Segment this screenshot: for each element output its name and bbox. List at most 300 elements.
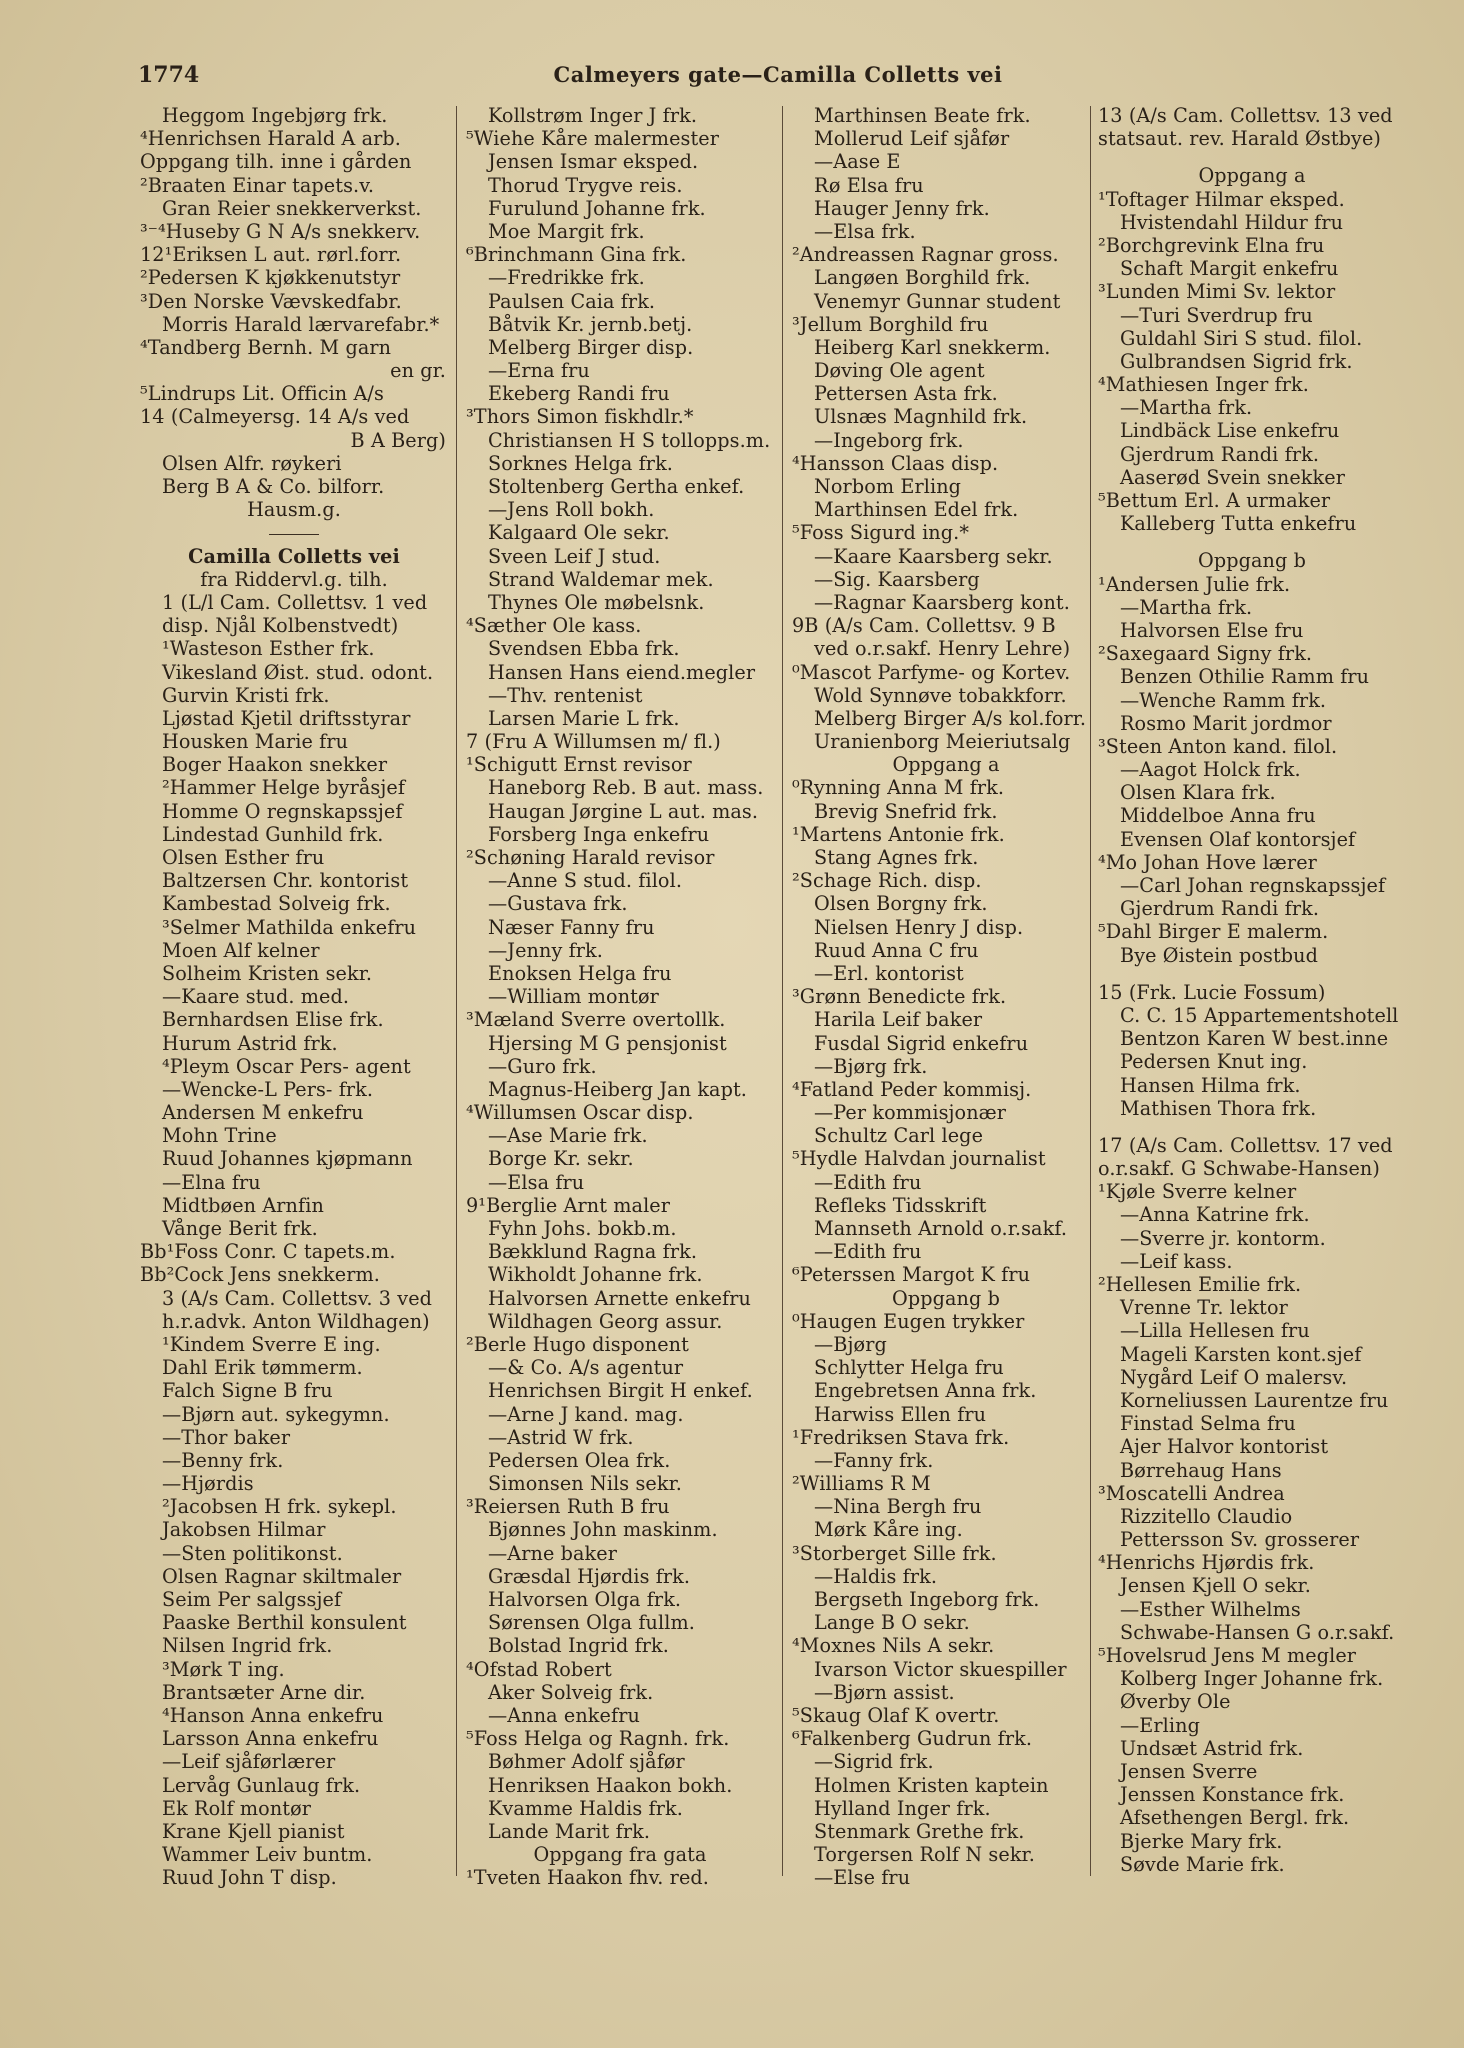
directory-entry: 9B (A/s Cam. Collettsv. 9 B bbox=[792, 614, 1056, 638]
directory-entry: Søvde Marie frk. bbox=[1120, 1852, 1285, 1876]
directory-entry: Heiberg Karl snekkerm. bbox=[814, 335, 1051, 359]
directory-entry: Homme O regnskapssjef bbox=[162, 799, 403, 823]
directory-entry: ²Berle Hugo disponent bbox=[466, 1332, 689, 1356]
directory-entry: —Erling bbox=[1120, 1713, 1200, 1737]
directory-entry: Schaft Margit enkefru bbox=[1120, 257, 1339, 281]
directory-entry: —Kaare stud. med. bbox=[162, 985, 350, 1009]
directory-entry: Wikholdt Johanne frk. bbox=[488, 1263, 703, 1287]
directory-entry: ⁵Skaug Olaf K overtr. bbox=[792, 1703, 1000, 1727]
directory-entry: —Per kommisjonær bbox=[814, 1101, 1007, 1125]
directory-entry: Ajer Halvor kontorist bbox=[1120, 1435, 1329, 1459]
directory-entry: —Ragnar Kaarsberg kont. bbox=[814, 590, 1070, 614]
directory-entry: Græsdal Hjørdis frk. bbox=[488, 1564, 691, 1588]
directory-entry: Øverby Ole bbox=[1120, 1690, 1231, 1714]
directory-entry: ⁵Foss Sigurd ing.* bbox=[792, 521, 970, 545]
directory-entry: Melberg Birger A/s kol.forr. bbox=[814, 706, 1087, 730]
directory-entry: Bolstad Ingrid frk. bbox=[488, 1634, 669, 1658]
directory-entry: ¹Tveten Haakon fhv. red. bbox=[466, 1866, 709, 1890]
directory-entry: ⁵Hydle Halvdan journalist bbox=[792, 1147, 1046, 1171]
directory-entry: ⁵Bettum Erl. A urmaker bbox=[1098, 489, 1331, 512]
directory-entry: Bergseth Ingeborg frk. bbox=[814, 1588, 1040, 1611]
directory-entry: —Sten politikonst. bbox=[162, 1541, 343, 1565]
directory-entry: Forsberg Inga enkefru bbox=[488, 822, 710, 846]
directory-entry: Moen Alf kelner bbox=[162, 938, 320, 962]
directory-entry: —Nina Bergh fru bbox=[814, 1495, 982, 1519]
directory-entry: Kvamme Haldis frk. bbox=[488, 1796, 683, 1820]
directory-entry: Pettersson Sv. grosserer bbox=[1120, 1528, 1360, 1552]
directory-entry: —Ase Marie frk. bbox=[488, 1124, 648, 1148]
directory-entry: —Carl Johan regnskapssjef bbox=[1120, 874, 1386, 897]
directory-entry: —Martha frk. bbox=[1120, 396, 1253, 420]
directory-entry: 1 (L/l Cam. Collettsv. 1 ved bbox=[162, 590, 428, 614]
column-4 bbox=[1096, 104, 1408, 1894]
directory-entry: —Arne baker bbox=[488, 1541, 618, 1565]
directory-entry: ³Steen Anton kand. filol. bbox=[1098, 734, 1338, 758]
directory-entry: ⁴Henrichs Hjørdis frk. bbox=[1098, 1551, 1315, 1575]
directory-entry: Vånge Berit frk. bbox=[162, 1217, 318, 1240]
directory-entry: —Fredrikke frk. bbox=[488, 266, 645, 290]
directory-entry: Pedersen Knut ing. bbox=[1120, 1050, 1308, 1074]
directory-entry: —Elna fru bbox=[162, 1170, 261, 1194]
directory-entry: ³Moscatelli Andrea bbox=[1098, 1481, 1285, 1505]
directory-entry: ²Andreassen Ragnar gross. bbox=[792, 243, 1059, 267]
directory-entry: ⁰Mascot Parfyme- og Kortev. bbox=[792, 660, 1071, 684]
directory-entry: Wold Synnøve tobakkforr. bbox=[814, 683, 1067, 707]
directory-entry: Børrehaug Hans bbox=[1120, 1458, 1282, 1482]
directory-entry: —Gustava frk. bbox=[488, 892, 628, 916]
directory-entry: Stenmark Grethe frk. bbox=[814, 1819, 1025, 1843]
directory-entry: Andersen M enkefru bbox=[162, 1101, 364, 1125]
directory-entry: Wammer Leiv buntm. bbox=[162, 1843, 373, 1867]
directory-entry: Halvorsen Else fru bbox=[1120, 618, 1304, 642]
directory-entry: ³Jellum Borghild fru bbox=[792, 312, 989, 336]
section-label: Oppgang b bbox=[892, 1286, 1000, 1310]
directory-entry: Marthinsen Edel frk. bbox=[814, 498, 1019, 522]
directory-entry: Oppgang tilh. inne i gården bbox=[140, 150, 412, 174]
directory-entry: Hurum Astrid frk. bbox=[162, 1031, 338, 1055]
directory-entry: o.r.sakf. G Schwabe-Hansen) bbox=[1098, 1157, 1380, 1181]
directory-entry: —Leif sjåførlærer bbox=[162, 1750, 336, 1774]
directory-entry: Aaserød Svein snekker bbox=[1120, 465, 1345, 489]
directory-entry: ⁵Foss Helga og Ragnh. frk. bbox=[466, 1727, 730, 1751]
directory-entry: Vikesland Øist. stud. odont. bbox=[162, 660, 434, 684]
directory-entry: —Anna Katrine frk. bbox=[1120, 1203, 1310, 1227]
directory-entry: Aker Solveig frk. bbox=[488, 1680, 654, 1704]
directory-entry: —Sverre jr. kontorm. bbox=[1120, 1226, 1326, 1250]
directory-entry: Pedersen Olea frk. bbox=[488, 1448, 671, 1472]
directory-entry: —Guro frk. bbox=[488, 1054, 597, 1078]
directory-entry: Schwabe-Hansen G o.r.sakf. bbox=[1120, 1620, 1395, 1644]
directory-entry: Thynes Ole møbelsnk. bbox=[488, 590, 705, 614]
directory-entry: ⁴Ofstad Robert bbox=[466, 1657, 612, 1681]
directory-entry: Lange B O sekr. bbox=[814, 1611, 970, 1635]
directory-entry: Nilsen Ingrid frk. bbox=[162, 1634, 333, 1658]
directory-entry: Harwiss Ellen fru bbox=[814, 1402, 987, 1426]
directory-entry: —Thv. rentenist bbox=[488, 683, 643, 707]
column-divider bbox=[1090, 106, 1091, 1876]
spacer bbox=[1096, 967, 1408, 981]
directory-entry: ⁴Sæther Ole kass. bbox=[466, 614, 642, 638]
directory-entry: ³Mørk T ing. bbox=[162, 1657, 285, 1681]
directory-entry: ⁴Moxnes Nils A sekr. bbox=[792, 1634, 995, 1658]
directory-entry: Bækklund Ragna frk. bbox=[488, 1240, 698, 1264]
directory-entry: Undsæt Astrid frk. bbox=[1120, 1736, 1304, 1760]
directory-entry: —Fanny frk. bbox=[814, 1448, 934, 1472]
directory-entry: ⁵Hovelsrud Jens M megler bbox=[1098, 1644, 1357, 1667]
directory-entry: Ivarson Victor skuespiller bbox=[814, 1657, 1067, 1681]
directory-entry: Schlytter Helga fru bbox=[814, 1356, 1004, 1380]
directory-entry: Lande Marit frk. bbox=[488, 1819, 651, 1843]
directory-entry: Kolberg Inger Johanne frk. bbox=[1120, 1667, 1384, 1691]
directory-entry: disp. Njål Kolbenstvedt) bbox=[162, 614, 399, 638]
directory-entry: Schultz Carl lege bbox=[814, 1124, 984, 1148]
directory-entry: h.r.advk. Anton Wildhagen) bbox=[162, 1309, 430, 1333]
directory-entry: 14 (Calmeyersg. 14 A/s ved bbox=[140, 405, 410, 429]
directory-entry: Hvistendahl Hildur fru bbox=[1120, 210, 1344, 234]
directory-entry: Olsen Esther fru bbox=[162, 846, 325, 869]
directory-entry: 17 (A/s Cam. Collettsv. 17 ved bbox=[1098, 1133, 1393, 1157]
directory-entry: Boger Haakon snekker bbox=[162, 753, 388, 777]
directory-entry: Båtvik Kr. jernb.betj. bbox=[488, 312, 693, 336]
directory-entry: Mollerud Leif sjåfør bbox=[814, 127, 1010, 151]
directory-entry: 7 (Fru A Willumsen m/ fl.) bbox=[466, 730, 721, 754]
directory-entry: Stoltenberg Gertha enkef. bbox=[488, 475, 745, 498]
directory-entry: ¹Andersen Julie frk. bbox=[1098, 572, 1291, 596]
directory-entry: ⁴Willumsen Oscar disp. bbox=[466, 1101, 694, 1125]
directory-entry: Mathisen Thora frk. bbox=[1120, 1096, 1317, 1120]
directory-entry: Melberg Birger disp. bbox=[488, 335, 694, 359]
section-label: Oppgang a bbox=[1198, 164, 1306, 188]
directory-entry: Mannseth Arnold o.r.sakf. bbox=[814, 1217, 1068, 1240]
directory-entry: —Aase E bbox=[814, 150, 901, 174]
directory-entry: Housken Marie fru bbox=[162, 730, 349, 754]
directory-entry: Bentzon Karen W best.inne bbox=[1120, 1027, 1389, 1051]
directory-entry: ¹Fredriksen Stava frk. bbox=[792, 1425, 1010, 1449]
directory-entry: Gjerdrum Randi frk. bbox=[1120, 897, 1320, 921]
directory-entry: Hjersing M G pensjonist bbox=[488, 1031, 727, 1055]
directory-entry: Kalgaard Ole sekr. bbox=[488, 521, 670, 545]
directory-entry: Heggom Ingebjørg frk. bbox=[162, 104, 388, 127]
directory-entry: Bb¹Foss Conr. C tapets.m. bbox=[140, 1240, 396, 1264]
directory-entry: Haugan Jørgine L aut. mas. bbox=[488, 799, 759, 823]
directory-entry: Døving Ole agent bbox=[814, 359, 985, 383]
column-2 bbox=[464, 104, 776, 1894]
directory-entry: —Benny frk. bbox=[162, 1448, 284, 1472]
directory-entry: —Erl. kontorist bbox=[814, 961, 964, 985]
directory-entry: Sørensen Olga fullm. bbox=[488, 1611, 695, 1635]
directory-columns bbox=[138, 104, 1418, 1904]
directory-entry: Jakobsen Hilmar bbox=[162, 1518, 326, 1542]
directory-entry: Larsen Marie L frk. bbox=[488, 706, 680, 730]
directory-entry: —Sigrid frk. bbox=[814, 1750, 934, 1774]
directory-entry: Guldahl Siri S stud. filol. bbox=[1120, 326, 1363, 350]
directory-entry: Middelboe Anna fru bbox=[1120, 804, 1316, 828]
directory-entry: Nielsen Henry J disp. bbox=[814, 915, 1024, 939]
column-3 bbox=[790, 104, 1102, 1894]
directory-entry: —Edith fru bbox=[814, 1240, 922, 1264]
directory-entry: —Elsa fru bbox=[488, 1170, 585, 1194]
directory-entry: Solheim Kristen sekr. bbox=[162, 961, 373, 985]
directory-entry: —Jenny frk. bbox=[488, 938, 603, 962]
directory-entry: Olsen Klara frk. bbox=[1120, 781, 1276, 805]
directory-entry: Berg B A & Co. bilforr. bbox=[162, 475, 385, 498]
directory-entry: Furulund Johanne frk. bbox=[488, 196, 706, 220]
directory-entry: Ulsnæs Magnhild frk. bbox=[814, 405, 1028, 429]
directory-entry: Moe Margit frk. bbox=[488, 219, 645, 243]
directory-entry: ⁴Hanson Anna enkefru bbox=[162, 1703, 384, 1727]
directory-entry: —Aagot Holck frk. bbox=[1120, 758, 1301, 782]
directory-entry: —Esther Wilhelms bbox=[1120, 1597, 1301, 1621]
directory-entry: —Astrid W frk. bbox=[488, 1425, 634, 1449]
directory-entry: Seim Per salgssjef bbox=[162, 1588, 342, 1611]
directory-entry: Ruud Johannes kjøpmann bbox=[162, 1147, 413, 1171]
directory-entry: —Bjørn aut. sykegymn. bbox=[162, 1402, 390, 1426]
directory-entry: ²Borchgrevink Elna fru bbox=[1098, 233, 1325, 257]
directory-entry: ⁵Lindrups Lit. Officin A/s bbox=[140, 382, 384, 406]
directory-entry: Norbom Erling bbox=[814, 475, 962, 498]
directory-entry: Ljøstad Kjetil driftsstyrar bbox=[162, 706, 411, 730]
spacer bbox=[1096, 150, 1408, 164]
directory-entry: Brevig Snefrid frk. bbox=[814, 799, 998, 823]
directory-entry: ⁰Haugen Eugen trykker bbox=[792, 1309, 1025, 1333]
directory-entry: ⁵Wiehe Kåre malermester bbox=[466, 127, 720, 151]
directory-entry: Ek Rolf montør bbox=[162, 1796, 312, 1820]
directory-entry: Vrenne Tr. lektor bbox=[1120, 1296, 1288, 1320]
directory-entry: —& Co. A/s agentur bbox=[488, 1356, 684, 1380]
directory-entry: Engebretsen Anna frk. bbox=[814, 1379, 1037, 1403]
directory-entry: Venemyr Gunnar student bbox=[814, 289, 1061, 313]
directory-entry: Ruud John T disp. bbox=[162, 1866, 337, 1890]
directory-entry: Holmen Kristen kaptein bbox=[814, 1773, 1049, 1797]
directory-entry: —Turi Sverdrup fru bbox=[1120, 303, 1313, 327]
directory-entry: —Arne J kand. mag. bbox=[488, 1402, 684, 1426]
directory-entry: ²Braaten Einar tapets.v. bbox=[140, 173, 375, 197]
directory-entry: Mohn Trine bbox=[162, 1124, 277, 1148]
directory-entry: Kambestad Solveig frk. bbox=[162, 892, 391, 916]
spacer bbox=[1096, 535, 1408, 549]
directory-entry: ⁴Henrichsen Harald A arb. bbox=[140, 127, 401, 151]
directory-entry: —Jens Roll bokh. bbox=[488, 498, 655, 522]
directory-entry: Fyhn Johs. bokb.m. bbox=[488, 1217, 677, 1240]
directory-entry: Sorknes Helga frk. bbox=[488, 451, 673, 475]
section-label: fra Riddervl.g. tilh. bbox=[200, 567, 388, 591]
directory-entry: Torgersen Rolf N sekr. bbox=[814, 1843, 1035, 1867]
directory-entry: ⁶Peterssen Margot K fru bbox=[792, 1263, 1031, 1287]
directory-entry: Rizzitello Claudio bbox=[1120, 1504, 1293, 1528]
directory-entry: Borge Kr. sekr. bbox=[488, 1147, 634, 1171]
directory-entry: —Bjørn assist. bbox=[814, 1680, 955, 1704]
directory-entry: ¹Schigutt Ernst revisor bbox=[466, 753, 692, 777]
directory-entry: Bjerke Mary frk. bbox=[1120, 1829, 1283, 1853]
directory-entry: ¹Toftager Hilmar eksped. bbox=[1098, 187, 1345, 211]
running-title: Calmeyers gate—Camilla Colletts vei bbox=[553, 62, 1003, 87]
directory-entry: Falch Signe B fru bbox=[162, 1379, 333, 1403]
directory-entry: —Leif kass. bbox=[1120, 1249, 1233, 1273]
directory-entry: ²Williams R M bbox=[792, 1472, 931, 1496]
directory-entry: Uranienborg Meieriutsalg bbox=[814, 730, 1071, 754]
directory-entry: Ruud Anna C fru bbox=[814, 938, 979, 962]
directory-entry: Mageli Karsten kont.sjef bbox=[1120, 1342, 1362, 1366]
directory-entry: ved o.r.sakf. Henry Lehre) bbox=[814, 637, 1071, 661]
directory-entry: ³Thors Simon fiskhdlr.* bbox=[466, 405, 694, 429]
section-rule bbox=[138, 521, 450, 544]
directory-entry: Lindbäck Lise enkefru bbox=[1120, 419, 1340, 443]
directory-entry: Kollstrøm Inger J frk. bbox=[488, 104, 698, 127]
directory-entry: Hansen Hans eiend.megler bbox=[488, 660, 756, 684]
directory-entry: ¹Kjøle Sverre kelner bbox=[1098, 1180, 1297, 1204]
directory-entry: ³Selmer Mathilda enkefru bbox=[162, 915, 417, 939]
directory-entry: ⁴Pleym Oscar Pers- agent bbox=[162, 1054, 411, 1078]
directory-entry: Jensen Ismar eksped. bbox=[488, 150, 699, 174]
directory-entry: ²Pedersen K kjøkkenutstyr bbox=[140, 266, 401, 290]
directory-entry: ²Saxegaard Signy frk. bbox=[1098, 642, 1313, 666]
directory-entry: Krane Kjell pianist bbox=[162, 1819, 345, 1843]
directory-entry: 12¹Eriksen L aut. rørl.forr. bbox=[140, 243, 402, 267]
directory-entry: Mørk Kåre ing. bbox=[814, 1518, 963, 1542]
column-1 bbox=[138, 104, 450, 1894]
directory-entry: Gran Reier snekkerverkst. bbox=[162, 196, 422, 220]
directory-entry: B A Berg) bbox=[350, 428, 446, 452]
directory-entry: Finstad Selma fru bbox=[1120, 1412, 1296, 1436]
directory-entry: ⁴Tandberg Bernh. M garn bbox=[140, 335, 392, 359]
directory-entry: 3 (A/s Cam. Collettsv. 3 ved bbox=[162, 1286, 433, 1310]
page-number: 1774 bbox=[138, 62, 200, 88]
directory-entry: Kalleberg Tutta enkefru bbox=[1120, 512, 1357, 536]
directory-entry: —Anna enkefru bbox=[488, 1703, 640, 1727]
directory-entry: —Else fru bbox=[814, 1866, 911, 1890]
directory-entry: Haneborg Reb. B aut. mass. bbox=[488, 776, 764, 800]
directory-entry: ⁰Rynning Anna M frk. bbox=[792, 776, 1005, 800]
directory-entry: Afsethengen Bergl. frk. bbox=[1120, 1806, 1350, 1830]
directory-entry: —Thor baker bbox=[162, 1425, 291, 1449]
directory-entry: —William montør bbox=[488, 985, 659, 1009]
directory-entry: Bb²Cock Jens snekkerm. bbox=[140, 1263, 380, 1287]
directory-entry: Paulsen Caia frk. bbox=[488, 289, 656, 313]
directory-entry: Henrichsen Birgit H enkef. bbox=[488, 1379, 753, 1403]
directory-entry: ³Storberget Sille frk. bbox=[792, 1541, 997, 1565]
directory-entry: Jensen Kjell O sekr. bbox=[1120, 1574, 1311, 1598]
directory-entry: Nygård Leif O malersv. bbox=[1120, 1365, 1348, 1389]
directory-entry: Svendsen Ebba frk. bbox=[488, 637, 680, 661]
spacer bbox=[1096, 1120, 1408, 1134]
directory-entry: —Erna fru bbox=[488, 359, 590, 383]
directory-entry: Evensen Olaf kontorsjef bbox=[1120, 827, 1356, 851]
directory-entry: ²Hellesen Emilie frk. bbox=[1098, 1273, 1302, 1296]
column-divider bbox=[782, 106, 783, 1876]
directory-entry: Lervåg Gunlaug frk. bbox=[162, 1773, 361, 1797]
directory-entry: Larsson Anna enkefru bbox=[162, 1727, 379, 1751]
directory-entry: ⁴Hansson Claas disp. bbox=[792, 451, 999, 475]
directory-entry: Wildhagen Georg assur. bbox=[488, 1309, 723, 1333]
directory-entry: Midtbøen Arnfin bbox=[162, 1193, 324, 1217]
directory-entry: ³Reiersen Ruth B fru bbox=[466, 1495, 670, 1519]
directory-entry: Hansen Hilma frk. bbox=[1120, 1073, 1301, 1097]
directory-entry: ¹Kindem Sverre E ing. bbox=[162, 1332, 381, 1356]
directory-entry: Baltzersen Chr. kontorist bbox=[162, 869, 409, 893]
directory-entry: Bernhardsen Elise frk. bbox=[162, 1008, 384, 1032]
directory-entry: ³Mæland Sverre overtollk. bbox=[466, 1008, 726, 1032]
directory-entry: ⁴Fatland Peder kommisj. bbox=[792, 1077, 1032, 1101]
directory-entry: Halvorsen Olga frk. bbox=[488, 1588, 682, 1611]
section-label: Oppgang fra gata bbox=[533, 1843, 707, 1867]
directory-entry: —Kaare Kaarsberg sekr. bbox=[814, 544, 1053, 568]
directory-entry: ³Den Norske Vævskedfabr. bbox=[140, 289, 402, 313]
directory-entry: ¹Martens Antonie frk. bbox=[792, 822, 1005, 846]
directory-entry: Pettersen Asta frk. bbox=[814, 382, 998, 406]
directory-entry: Harila Leif baker bbox=[814, 1008, 983, 1032]
directory-entry: statsaut. rev. Harald Østbye) bbox=[1098, 127, 1382, 151]
directory-entry: Hauger Jenny frk. bbox=[814, 196, 990, 220]
directory-entry: Gurvin Kristi frk. bbox=[162, 683, 330, 707]
directory-entry: ⁴Mo Johan Hove lærer bbox=[1098, 850, 1317, 874]
directory-entry: Henriksen Haakon bokh. bbox=[488, 1773, 733, 1797]
section-label: Hausm.g. bbox=[247, 498, 341, 522]
directory-entry: Olsen Ragnar skiltmaler bbox=[162, 1564, 402, 1588]
section-label: Oppgang a bbox=[892, 753, 1000, 777]
directory-entry: —Bjørg frk. bbox=[814, 1054, 928, 1078]
directory-entry: ²Hammer Helge byråsjef bbox=[162, 776, 406, 800]
directory-entry: Lindestad Gunhild frk. bbox=[162, 822, 384, 846]
directory-entry: 9¹Berglie Arnt maler bbox=[466, 1193, 671, 1217]
directory-entry: —Edith fru bbox=[814, 1170, 922, 1194]
directory-entry: —Hjørdis bbox=[162, 1472, 254, 1496]
directory-entry: Gjerdrum Randi frk. bbox=[1120, 442, 1320, 466]
directory-entry: Marthinsen Beate frk. bbox=[814, 104, 1031, 127]
directory-entry: ²Schøning Harald revisor bbox=[466, 846, 715, 869]
directory-entry: Jensen Sverre bbox=[1120, 1759, 1258, 1783]
directory-entry: Jenssen Konstance frk. bbox=[1120, 1783, 1345, 1807]
directory-entry: 15 (Frk. Lucie Fossum) bbox=[1098, 980, 1326, 1004]
directory-entry: —Ingeborg frk. bbox=[814, 428, 964, 452]
directory-entry: Korneliussen Laurentze fru bbox=[1120, 1388, 1389, 1412]
directory-entry: Brantsæter Arne dir. bbox=[162, 1680, 366, 1704]
directory-entry: —Wenche Ramm frk. bbox=[1120, 688, 1327, 712]
directory-entry: ⁴Mathiesen Inger frk. bbox=[1098, 373, 1309, 397]
directory-entry: Ekeberg Randi fru bbox=[488, 382, 670, 406]
directory-entry: Strand Waldemar mek. bbox=[488, 567, 714, 591]
directory-entry: Paaske Berthil konsulent bbox=[162, 1611, 407, 1635]
directory-entry: Magnus-Heiberg Jan kapt. bbox=[488, 1077, 747, 1101]
directory-entry: Hylland Inger frk. bbox=[814, 1796, 991, 1820]
directory-entry: ³⁻⁴Huseby G N A/s snekkerv. bbox=[140, 219, 421, 243]
directory-entry: Sveen Leif J stud. bbox=[488, 544, 661, 568]
directory-entry: Stang Agnes frk. bbox=[814, 846, 979, 869]
directory-entry: —Lilla Hellesen fru bbox=[1120, 1319, 1310, 1343]
directory-entry: Thorud Trygve reis. bbox=[488, 173, 683, 197]
directory-entry: ³Grønn Benedicte frk. bbox=[792, 985, 1007, 1009]
directory-entry: 13 (A/s Cam. Collettsv. 13 ved bbox=[1098, 104, 1393, 127]
directory-entry: Næser Fanny fru bbox=[488, 915, 655, 939]
directory-entry: Dahl Erik tømmerm. bbox=[162, 1356, 363, 1380]
short-rule-line bbox=[269, 534, 319, 535]
directory-entry: ¹Wasteson Esther frk. bbox=[162, 637, 375, 661]
directory-entry: Bjønnes John maskinm. bbox=[488, 1518, 718, 1542]
directory-entry: Benzen Othilie Ramm fru bbox=[1120, 665, 1370, 689]
directory-entry: C. C. 15 Appartementshotell bbox=[1120, 1003, 1399, 1027]
directory-entry: —Wencke-L Pers- frk. bbox=[162, 1077, 374, 1101]
section-label: Oppgang b bbox=[1198, 549, 1306, 573]
directory-entry: Rosmo Marit jordmor bbox=[1120, 711, 1332, 735]
directory-entry: Gulbrandsen Sigrid frk. bbox=[1120, 349, 1353, 373]
directory-entry: ²Schage Rich. disp. bbox=[792, 869, 982, 893]
directory-entry: ³Lunden Mimi Sv. lektor bbox=[1098, 280, 1336, 304]
directory-entry: en gr. bbox=[390, 359, 446, 383]
directory-entry: —Elsa frk. bbox=[814, 219, 916, 243]
directory-entry: Bøhmer Adolf sjåfør bbox=[488, 1750, 685, 1774]
directory-entry: ⁶Falkenberg Gudrun frk. bbox=[792, 1727, 1033, 1751]
directory-entry: ⁶Brinchmann Gina frk. bbox=[466, 243, 687, 267]
directory-entry: ⁵Dahl Birger E malerm. bbox=[1098, 920, 1329, 944]
